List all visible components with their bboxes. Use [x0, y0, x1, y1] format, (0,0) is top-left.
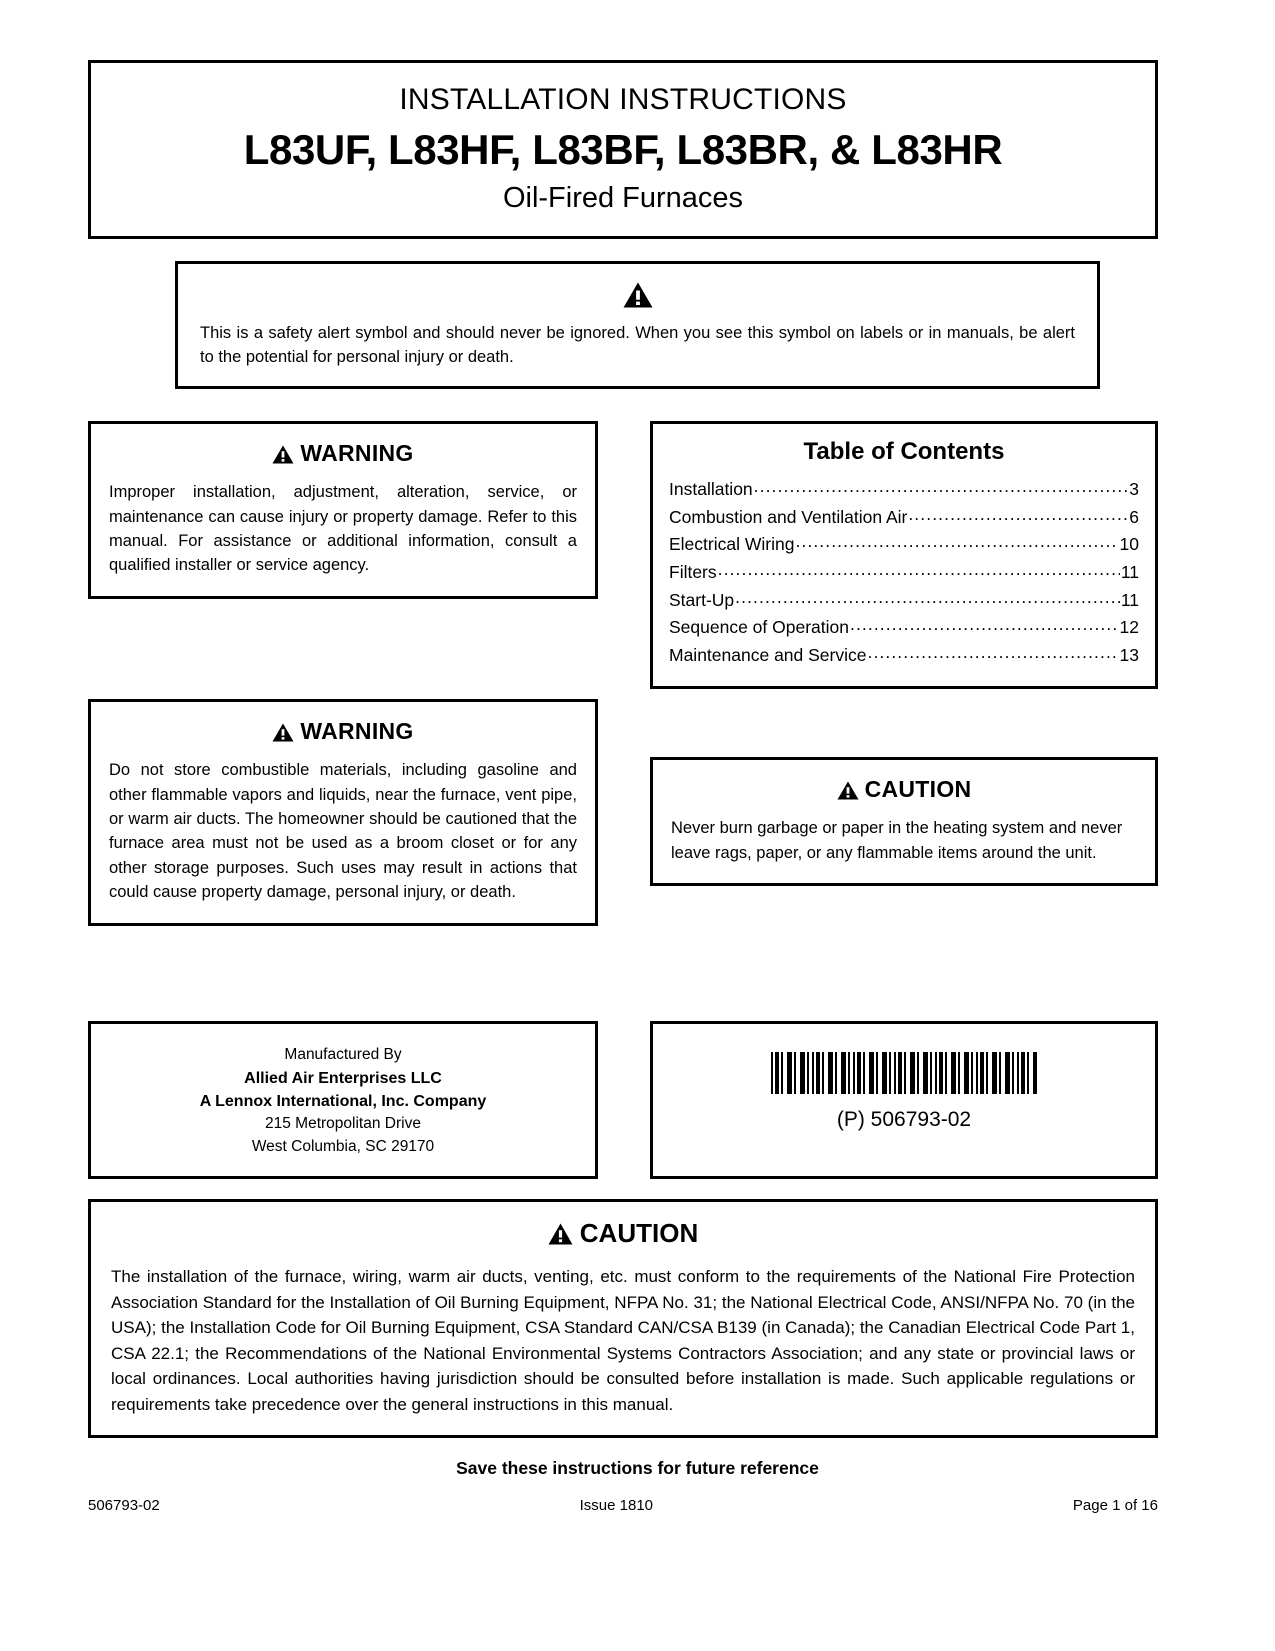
toc-entry-page: 10 [1119, 534, 1139, 555]
safety-alert-triangle-icon [623, 282, 653, 308]
parent-company-name: A Lennox International, Inc. Company [199, 1092, 487, 1110]
footer-page-number: Page 1 of 16 [1072, 1497, 1158, 1515]
warning-box-combustible-materials [88, 699, 598, 925]
right-column-one [650, 421, 1158, 688]
toc-entry-label: Start-Up [669, 589, 735, 610]
page-footer [88, 1497, 1158, 1514]
toc-entry-label: Sequence of Operation [669, 617, 849, 638]
toc-entry-page: 3 [1129, 479, 1139, 500]
barcode-box [650, 1021, 1158, 1179]
caution-heading [111, 1218, 1135, 1252]
toc-entry[interactable] [669, 614, 1139, 642]
toc-entry-label: Maintenance and Service [669, 645, 867, 666]
toc-entry-label: Combustion and Ventilation Air [669, 506, 908, 527]
toc-leader-dots [718, 556, 1120, 584]
toc-entry-page: 13 [1119, 645, 1139, 666]
toc-entry[interactable] [669, 559, 1139, 587]
toc-leader-dots [754, 473, 1129, 501]
caution-heading-label: CAUTION [579, 1218, 699, 1249]
right-column-two [650, 757, 1158, 886]
safety-alert-symbol-wrap [200, 282, 1075, 308]
column-region-two [88, 699, 1187, 999]
manufacturer-street: 215 Metropolitan Drive [265, 1115, 421, 1133]
safety-alert-text: This is a safety alert symbol and should never be ignored. When you see this symbol on labels or in manuals, be alert to the potential for personal injury or death. [200, 324, 1075, 367]
warning-body-text: Improper installation, adjustment, alteration, service, or maintenance can cause injury or property damage. Refer to this manual. For assistance or additional information, consult a qualified installer or service agency. [109, 483, 577, 575]
toc-entry[interactable] [669, 504, 1139, 532]
toc-entry[interactable] [669, 587, 1139, 615]
toc-entry[interactable] [669, 476, 1139, 504]
part-number: (P) 506793-02 [836, 1108, 972, 1132]
toc-leader-dots [867, 639, 1118, 667]
table-of-contents-title: Table of Contents [803, 438, 1005, 466]
column-region-three [88, 1021, 1187, 1179]
toc-entry[interactable] [669, 642, 1139, 670]
toc-entry-page: 11 [1120, 562, 1139, 583]
document-subtitle: INSTALLATION INSTRUCTIONS [399, 83, 847, 116]
left-column-one [88, 421, 598, 599]
warning-heading-label: WARNING [300, 440, 414, 467]
toc-leader-dots [795, 528, 1118, 556]
footer-document-number: 506793-02 [88, 1497, 160, 1515]
toc-entry-label: Electrical Wiring [669, 534, 795, 555]
caution-body-text: Never burn garbage or paper in the heating system and never leave rags, paper, or any flammable items around the unit. [671, 819, 1123, 862]
safety-alert-block [175, 261, 1100, 389]
warning-triangle-icon [272, 721, 294, 748]
toc-leader-dots [735, 584, 1120, 612]
toc-entry-page: 11 [1120, 589, 1139, 610]
manufactured-by-label: Manufactured By [284, 1046, 402, 1064]
footer-issue: Issue 1810 [579, 1497, 654, 1515]
warning-heading-label: WARNING [300, 718, 414, 745]
warning-body-text: Do not store combustible materials, including gasoline and other flammable vapors and liquids, near the furnace, vent pipe, or warm air ducts. The homeowner should be cautioned that the furnace area must not be used as a broom closet or for any other storage purposes. Such uses may result in actions that could cause property damage, personal injury, or death. [109, 761, 577, 902]
toc-entry[interactable] [669, 531, 1139, 559]
caution-heading [671, 776, 1137, 806]
toc-leader-dots [850, 611, 1119, 639]
caution-heading-label: CAUTION [864, 776, 972, 803]
toc-entry-page: 12 [1119, 617, 1139, 638]
left-column-three [88, 1021, 598, 1179]
warning-heading [109, 440, 577, 470]
barcode-icon [771, 1052, 1037, 1094]
caution-body-text: The installation of the furnace, wiring, warm air ducts, venting, etc. must conform to the requirements of the National Fire Protection Association Standard for the Installation of Oil Burning Equipment, NFPA No. 31; the National Electrical Code, ANSI/NFPA No. 70 (in the USA); the Installation Code for Oil Burning Equipment, CSA Standard CAN/CSA B139 (in Canada); the Canadian Electrical Code Part 1, CSA 22.1; the Recommendations of the National Environmental Systems Contractors Association; and any state or provincial laws or local ordinances. Local authorities having jurisdiction should be consulted before installation is made. Such applicable regulations or requirements take precedence over the general instructions in this manual. [111, 1267, 1135, 1414]
manufacturer-city-state-zip: West Columbia, SC 29170 [251, 1137, 435, 1155]
warning-heading [109, 718, 577, 748]
caution-triangle-icon [548, 1221, 573, 1252]
caution-triangle-icon [837, 779, 859, 806]
column-region-one [88, 421, 1187, 681]
manufacturer-name: Allied Air Enterprises LLC [244, 1069, 442, 1087]
warning-box-improper-installation [88, 421, 598, 599]
left-column-two [88, 699, 598, 925]
caution-box-installation-codes [88, 1199, 1158, 1438]
toc-leader-dots [908, 501, 1128, 529]
manufacturer-box [88, 1021, 598, 1179]
title-block [88, 60, 1158, 239]
toc-entry-label: Installation [669, 479, 753, 500]
table-of-contents-list [669, 476, 1139, 669]
right-column-three [650, 1021, 1158, 1179]
table-of-contents-box [650, 421, 1158, 688]
product-model-list: L83UF, L83HF, L83BF, L83BR, & L83HR [243, 125, 1003, 173]
product-type: Oil-Fired Furnaces [502, 182, 744, 215]
toc-entry-page: 6 [1129, 506, 1139, 527]
toc-entry-label: Filters [669, 562, 717, 583]
caution-box-never-burn-garbage [650, 757, 1158, 886]
save-instructions-notice: Save these instructions for future reference [456, 1458, 819, 1479]
warning-triangle-icon [272, 443, 294, 470]
